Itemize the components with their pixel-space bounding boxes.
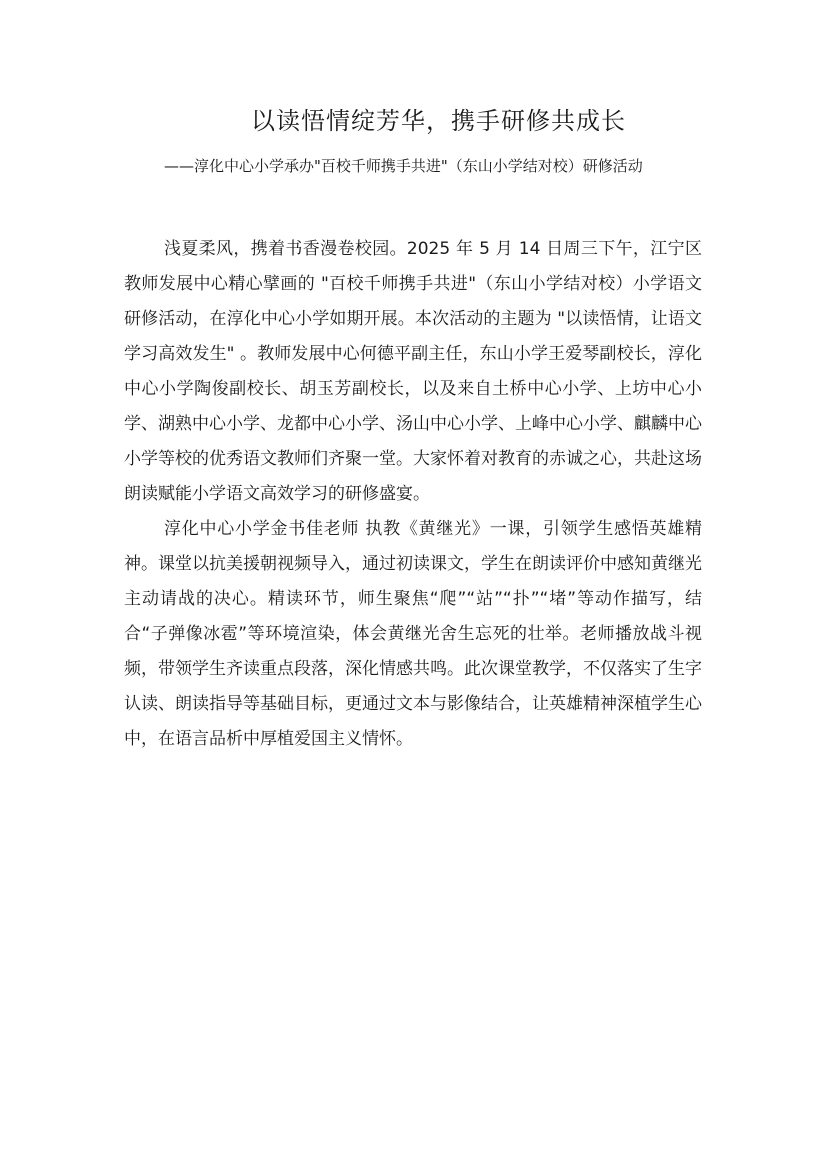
document-title: 以读悟情绽芳华，携手研修共成长	[251, 107, 626, 135]
body-paragraph-1: 浅夏柔风，携着书香漫卷校园。2025 年 5 月 14 日周三下午，江宁区教师发展中心精心擘画的 "百校千师携手共进"（东山小学结对校）小学语文研修活动，在淳化中心小学如期开展。本次活动的主题为 "以读悟情，让语文学习高效发生" 。教师发展中心何德平副主任，东山小学王爱琴副校长，淳化中心小学陶俊副校长、胡玉芳副校长，以及来自土桥中心小学、上坊中心小学、湖熟中心小学、龙都中心小学、汤山中心小学、上峰中心小学、麒麟中心小学等校的优秀语文教师们齐聚一堂。大家怀着对教育的赤诚之心，共赴这场朗读赋能小学语文高效学习的研修盛宴。	[124, 239, 702, 504]
document-subtitle: ——淳化中心小学承办"百校千师携手共进"（东山小学结对校）研修活动	[164, 157, 643, 175]
document-body	[124, 232, 702, 757]
body-paragraph-2: 淳化中心小学金书佳老师 执教《黄继光》一课，引领学生感悟英雄精神。课堂以抗美援朝视频导入，通过初读课文，学生在朗读评价中感知黄继光主动请战的决心。精读环节，师生聚焦“爬”“站”“扑”“堵”等动作描写，结合“子弹像冰雹”等环境渲染，体会黄继光舍生忘死的壮举。老师播放战斗视频，带领学生齐读重点段落，深化情感共鸣。此次课堂教学，不仅落实了生字认读、朗读指导等基础目标，更通过文本与影像结合，让英雄精神深植学生心中，在语言品析中厚植爱国主义情怀。	[124, 519, 702, 749]
